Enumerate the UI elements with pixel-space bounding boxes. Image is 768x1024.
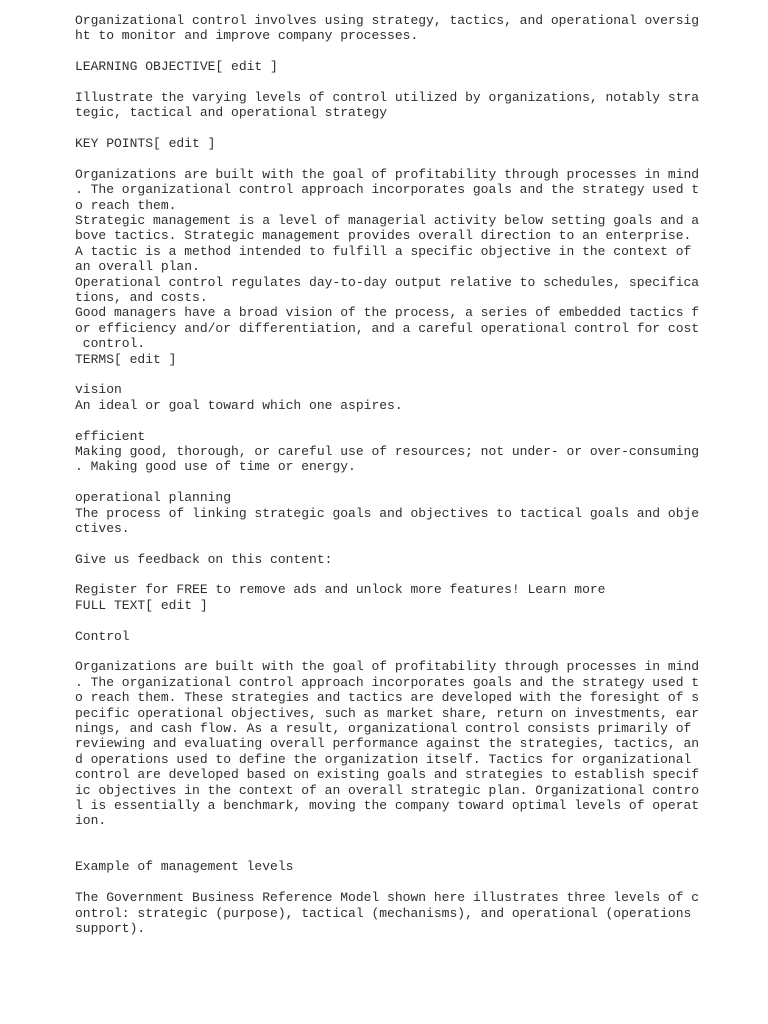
text-line: Organizations are built with the goal of profitability through processes in mind: [75, 659, 700, 675]
text-line: [75, 367, 695, 382]
text-line: Example of management levels: [75, 859, 294, 875]
text-line: an overall plan.: [75, 259, 200, 275]
text-line: [75, 829, 695, 844]
text-line: [75, 413, 695, 428]
text-line: Control: [75, 628, 130, 644]
text-line: Organizations are built with the goal of profitability through processes in mind: [75, 166, 700, 182]
text-line: [75, 121, 695, 136]
text-line: [75, 475, 695, 490]
text-line: Register for FREE to remove ads and unlock more features! Learn more: [75, 582, 606, 598]
text-line: d operations used to define the organization itself. Tactics for organizational: [75, 751, 692, 767]
text-line: control are developed based on existing goals and strategies to establish specif: [75, 767, 700, 783]
text-line: ion.: [75, 813, 107, 829]
text-line: [75, 567, 695, 582]
document-text: [75, 13, 700, 937]
text-line: pecific operational objectives, such as market share, return on investments, ear: [75, 705, 700, 721]
text-line: tegic, tactical and operational strategy: [75, 105, 388, 121]
text-line: . The organizational control approach incorporates goals and the strategy used t: [75, 182, 700, 198]
text-line: Making good, thorough, or careful use of resources; not under- or over-consuming: [75, 443, 700, 459]
text-line: [75, 875, 695, 890]
text-line: ontrol: strategic (purpose), tactical (mechanisms), and operational (operations: [75, 905, 692, 921]
text-line: Strategic management is a level of managerial activity below setting goals and a: [75, 213, 700, 229]
text-line: bove tactics. Strategic management provides overall direction to an enterprise.: [75, 228, 692, 244]
text-line: [75, 844, 695, 859]
text-line: [75, 44, 695, 59]
text-line: LEARNING OBJECTIVE[ edit ]: [75, 59, 278, 75]
text-line: FULL TEXT[ edit ]: [75, 597, 208, 613]
text-line: . The organizational control approach incorporates goals and the strategy used t: [75, 674, 700, 690]
text-line: [75, 644, 695, 659]
text-line: [75, 613, 695, 628]
text-line: l is essentially a benchmark, moving the company toward optimal levels of operat: [75, 797, 700, 813]
text-line: Organizational control involves using strategy, tactics, and operational oversig: [75, 13, 700, 28]
text-line: reviewing and evaluating overall performance against the strategies, tactics, an: [75, 736, 700, 752]
text-line: ht to monitor and improve company processes.: [75, 28, 419, 44]
text-line: [75, 536, 695, 551]
text-line: Give us feedback on this content:: [75, 551, 333, 567]
text-line: ic objectives in the context of an overall strategic plan. Organizational contro: [75, 782, 700, 798]
text-line: [75, 75, 695, 90]
text-line: Operational control regulates day-to-day output relative to schedules, specifica: [75, 274, 700, 290]
text-line: support).: [75, 921, 146, 937]
text-line: efficient: [75, 428, 146, 444]
text-line: The Government Business Reference Model shown here illustrates three levels of c: [75, 890, 700, 906]
text-line: A tactic is a method intended to fulfill a specific objective in the context of: [75, 243, 692, 259]
text-line: Illustrate the varying levels of control utilized by organizations, notably stra: [75, 89, 700, 105]
text-line: TERMS[ edit ]: [75, 351, 177, 367]
text-line: KEY POINTS[ edit ]: [75, 136, 216, 152]
text-line: Good managers have a broad vision of the process, a series of embedded tactics f: [75, 305, 700, 321]
text-line: . Making good use of time or energy.: [75, 459, 356, 475]
text-line: The process of linking strategic goals and objectives to tactical goals and obje: [75, 505, 700, 521]
text-line: operational planning: [75, 490, 232, 506]
text-line: vision: [75, 382, 122, 398]
text-line: ctives.: [75, 520, 130, 536]
text-line: o reach them. These strategies and tactics are developed with the foresight of s: [75, 690, 700, 706]
text-line: nings, and cash flow. As a result, organizational control consists primarily of: [75, 720, 692, 736]
text-line: control.: [75, 336, 146, 352]
text-line: [75, 152, 695, 167]
text-line: or efficiency and/or differentiation, and a careful operational control for cost: [75, 320, 700, 336]
text-line: tions, and costs.: [75, 290, 208, 306]
text-line: An ideal or goal toward which one aspires.: [75, 397, 403, 413]
text-line: o reach them.: [75, 197, 177, 213]
